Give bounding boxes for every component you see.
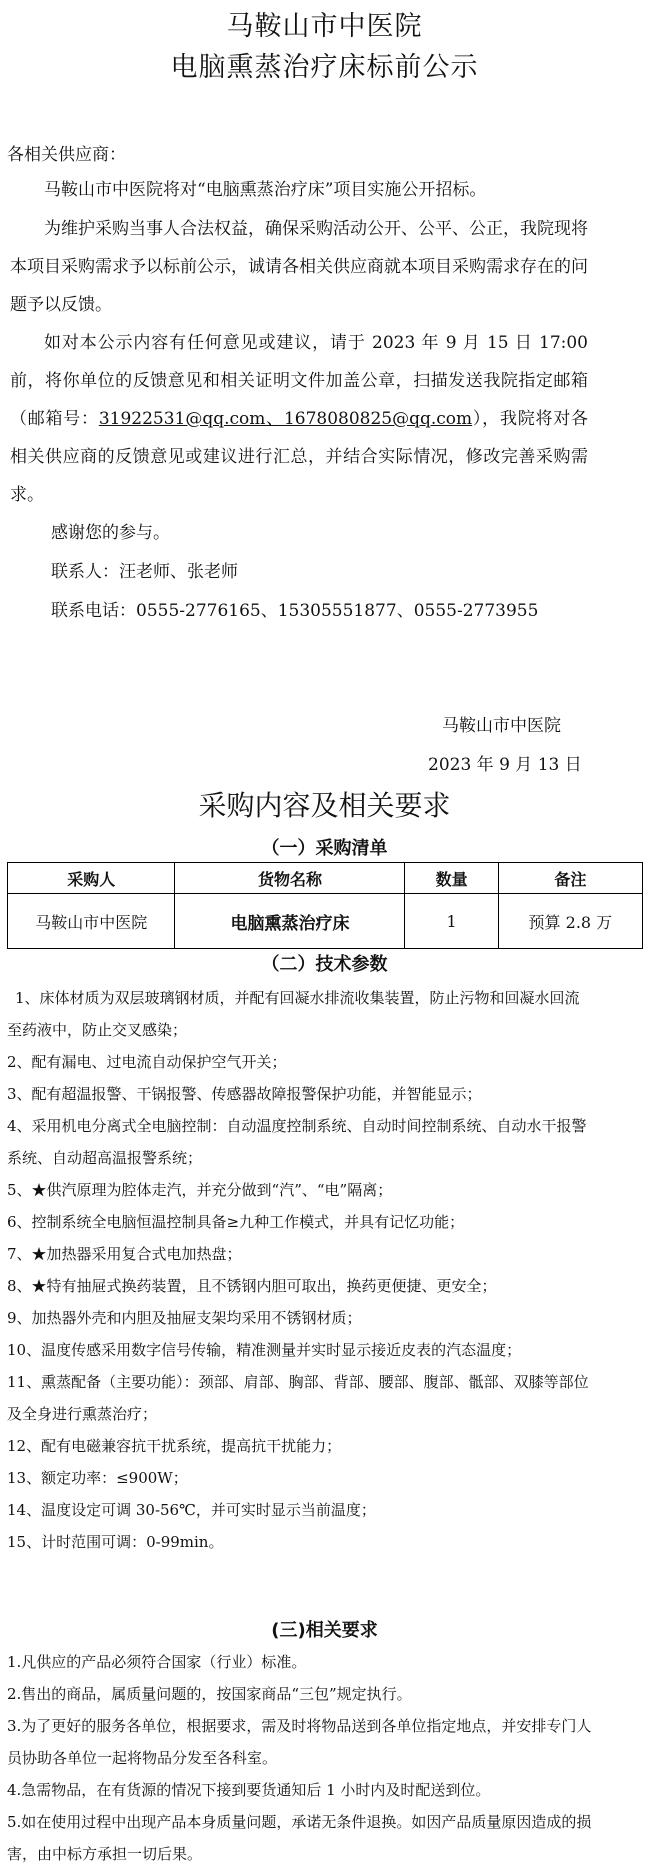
column-header: 数量 — [405, 863, 498, 894]
email-link-2[interactable]: 1678080825@qq.com — [283, 409, 473, 429]
signature-org: 马鞍山市中医院 — [442, 716, 561, 736]
list-item: 2、配有漏电、过电流自动保护空气开关； — [7, 1053, 287, 1071]
list-item: 14、温度设定可调 30-56℃，并可实时显示当前温度； — [7, 1501, 376, 1519]
table-cell-quantity: 1 — [405, 894, 498, 949]
purchase-table — [7, 862, 643, 949]
contact-phone: 联系电话：0555-2776165、15305551877、0555-2773955 — [51, 601, 539, 621]
list-item: 4、采用机电分离式全电脑控制：自动温度控制系统、自动时间控制系统、自动水干报警系统、自动超高温报警系统； — [7, 1117, 587, 1167]
email-separator: 、 — [265, 409, 284, 429]
list-item: 7、★加热器采用复合式电加热盘； — [7, 1245, 242, 1263]
notice-title: 电脑熏蒸治疗床标前公示 — [170, 52, 479, 83]
list-item: 1、床体材质为双层玻璃钢材质，并配有回凝水排流收集装置，防止污物和回凝水回流至药液中，防止交叉感染； — [7, 989, 580, 1039]
paragraph-feedback — [10, 324, 588, 514]
contact-person: 联系人：汪老师、张老师 — [51, 562, 238, 582]
tech-params-list — [7, 982, 592, 1558]
requirements-heading: (三)相关要求 — [271, 1620, 378, 1641]
list-item: 6、控制系统全电脑恒温控制具备≥九种工作模式，并具有记忆功能； — [7, 1213, 465, 1231]
section-main-title: 采购内容及相关要求 — [198, 789, 451, 822]
tech-params-heading: （二）技术参数 — [261, 954, 388, 975]
column-header: 采购人 — [8, 863, 175, 894]
purchase-list-heading: （一）采购清单 — [261, 838, 388, 859]
hospital-title: 马鞍山市中医院 — [226, 11, 423, 42]
paragraph-purpose: 为维护采购当事人合法权益，确保采购活动公开、公平、公正，我院现将本项目采购需求予以标前公示，诚请各相关供应商就本项目采购需求存在的问题予以反馈。 — [10, 219, 588, 315]
feedback-text-after: ），我院将对各相关供应商的反馈意见或建议进行汇总，并结合实际情况，修改完善采购需求。 — [10, 409, 589, 505]
thanks-text: 感谢您的参与。 — [51, 523, 170, 543]
list-item: 1.凡供应的产品必须符合国家（行业）标准。 — [7, 1653, 307, 1671]
list-item: 13、额定功率：≤900W； — [7, 1469, 188, 1487]
list-item: 12、配有电磁兼容抗干扰系统，提高抗干扰能力； — [7, 1437, 342, 1455]
salutation: 各相关供应商： — [7, 145, 126, 165]
list-item: 15、计时范围可调：0-99min。 — [7, 1533, 224, 1551]
table-row — [8, 894, 643, 949]
requirements-list — [7, 1646, 592, 1870]
email-link-1[interactable]: 31922531@qq.com — [98, 409, 266, 429]
table-cell-remark: 预算 2.8 万 — [498, 894, 642, 949]
list-item: 10、温度传感采用数字信号传输，精准测量并实时显示接近皮表的汽态温度； — [7, 1341, 522, 1359]
list-item: 11、熏蒸配备（主要功能）：颈部、肩部、胸部、背部、腰部、腹部、骶部、双膝等部位及全身进行熏蒸治疗； — [7, 1373, 589, 1423]
table-cell-purchaser: 马鞍山市中医院 — [8, 894, 175, 949]
list-item: 4.急需物品，在有货源的情况下接到要货通知后 1 小时内及时配送到位。 — [7, 1781, 491, 1799]
list-item: 9、加热器外壳和内胆及抽屉支架均采用不锈钢材质； — [7, 1309, 362, 1327]
list-item: 3、配有超温报警、干锅报警、传感器故障报警保护功能，并智能显示； — [7, 1085, 482, 1103]
feedback-text-before: 如对本公示内容有任何意见或建议，请于 2023 年 9 月 15 日 17:00 前，将你单位的反馈意见和相关证明文件加盖公章，扫描发送我院指定邮箱（邮箱号： — [10, 333, 588, 429]
column-header: 备注 — [498, 863, 642, 894]
table-header-row — [8, 863, 643, 894]
signature-date: 2023 年 9 月 13 日 — [428, 755, 582, 775]
table-cell-goods-name: 电脑熏蒸治疗床 — [175, 894, 405, 949]
list-item: 5、★供汽原理为腔体走汽，并充分做到“汽”、“电”隔离； — [7, 1181, 393, 1199]
paragraph-intro: 马鞍山市中医院将对“电脑熏蒸治疗床”项目实施公开招标。 — [44, 180, 487, 200]
list-item: 3.为了更好的服务各单位，根据要求，需及时将物品送到各单位指定地点，并安排专门人员协助各单位一起将物品分发至各科室。 — [7, 1717, 592, 1767]
list-item: 8、★特有抽屉式换药装置，且不锈钢内胆可取出，换药更便捷、更安全； — [7, 1277, 497, 1295]
list-item: 2.售出的商品，属质量问题的，按国家商品“三包”规定执行。 — [7, 1685, 412, 1703]
list-item: 5.如在使用过程中出现产品本身质量问题，承诺无条件退换。如因产品质量原因造成的损害，由中标方承担一切后果。 — [7, 1813, 592, 1863]
column-header: 货物名称 — [175, 863, 405, 894]
